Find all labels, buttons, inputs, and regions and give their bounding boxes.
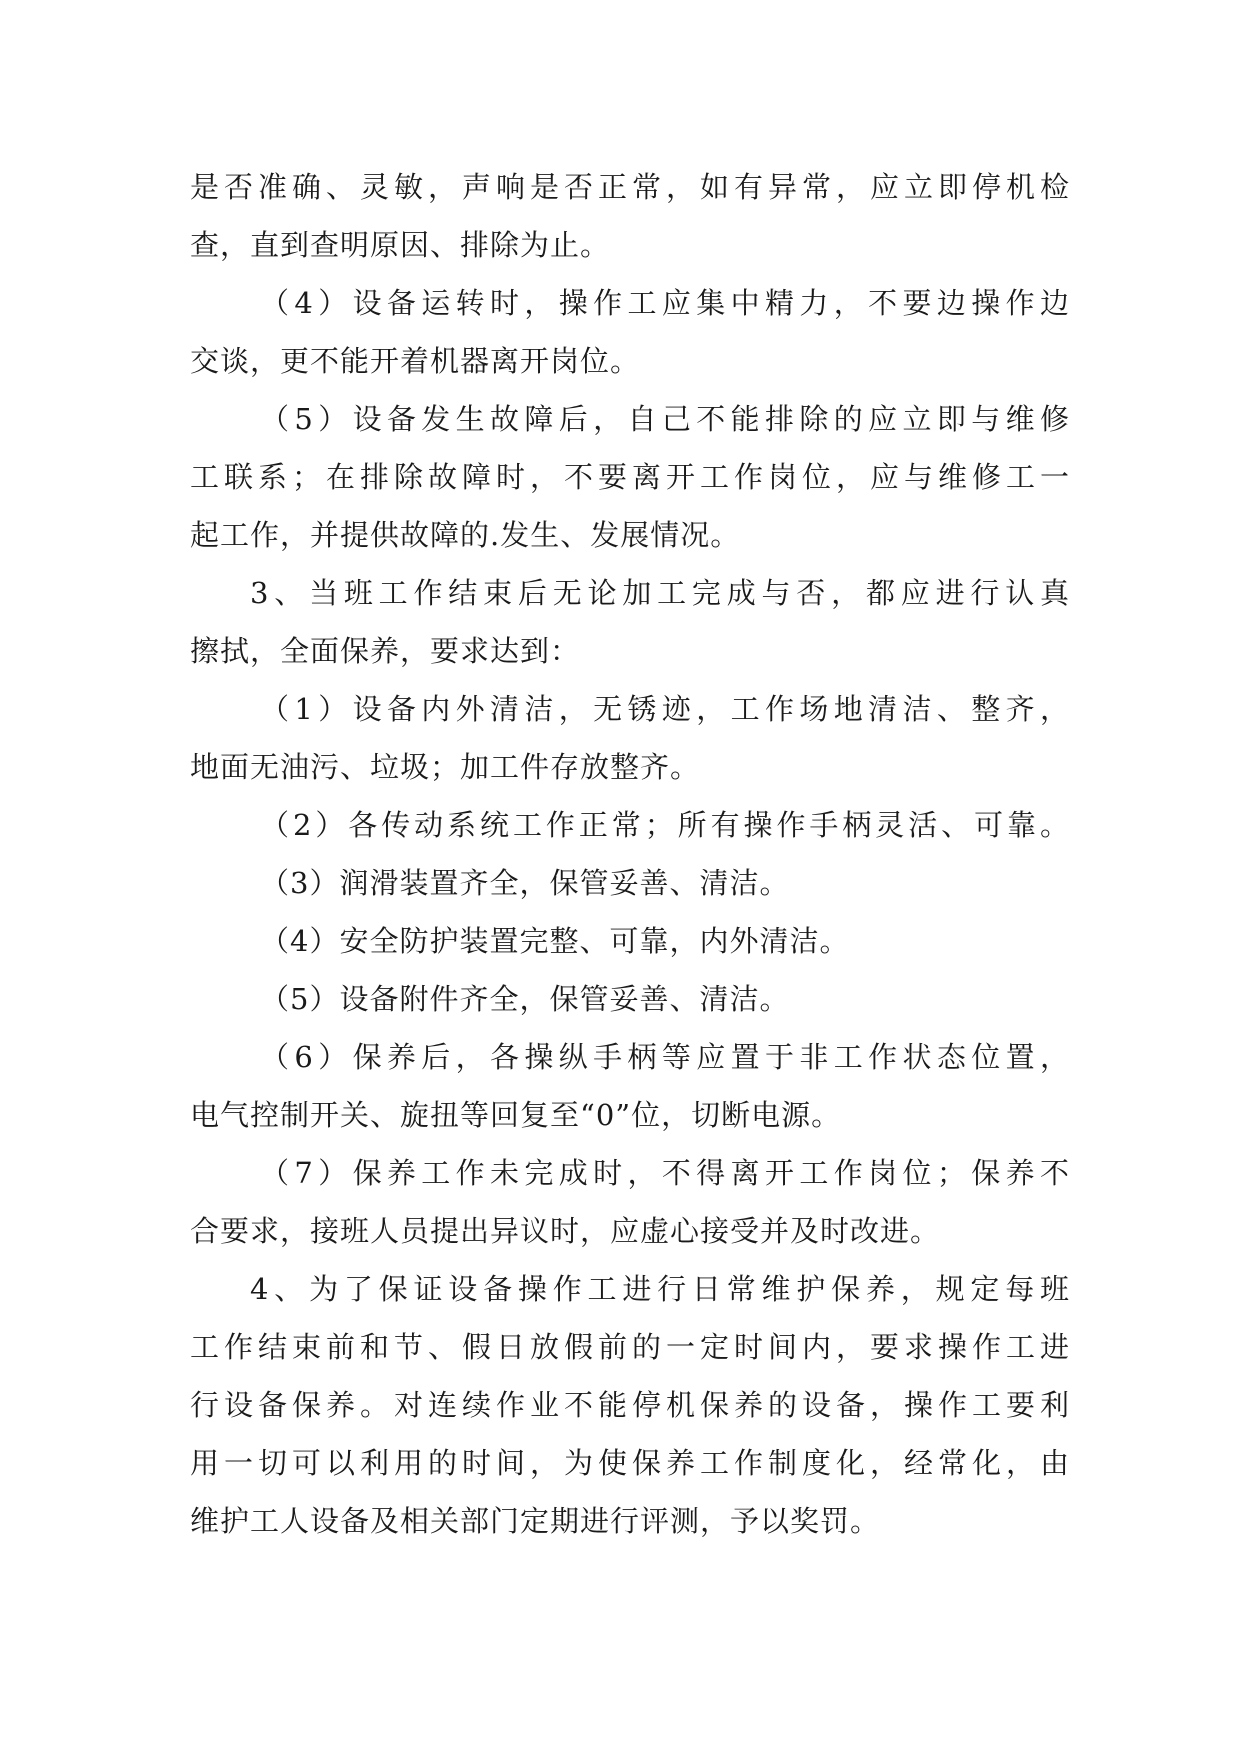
text-line: （5）设备附件齐全，保管妥善、清洁。: [260, 982, 790, 1016]
text-line: 3、当班工作结束后无论加工完成与否，都应进行认真: [250, 576, 1070, 610]
text-line: 地面无油污、垃圾；加工件存放整齐。: [190, 750, 701, 784]
text-line: 合要求，接班人员提出异议时，应虚心接受并及时改进。: [190, 1214, 941, 1248]
text-line: 工作结束前和节、假日放假前的一定时间内，要求操作工进: [190, 1330, 1070, 1364]
text-line: 用一切可以利用的时间，为使保养工作制度化，经常化，由: [190, 1446, 1070, 1480]
text-line: （1）设备内外清洁，无锈迹，工作场地清洁、整齐，: [260, 692, 1070, 726]
text-line: （3）润滑装置齐全，保管妥善、清洁。: [260, 866, 790, 900]
text-line: 擦拭，全面保养，要求达到：: [190, 634, 581, 668]
text-line: 工联系；在排除故障时，不要离开工作岗位，应与维修工一: [190, 460, 1070, 494]
text-line: （4）设备运转时，操作工应集中精力，不要边操作边: [260, 286, 1070, 320]
text-line: 维护工人设备及相关部门定期进行评测，予以奖罚。: [190, 1504, 881, 1538]
text-line: 4、为了保证设备操作工进行日常维护保养，规定每班: [250, 1272, 1070, 1306]
text-line: 起工作，并提供故障的.发生、发展情况。: [190, 518, 741, 552]
text-line: 查，直到查明原因、排除为止。: [190, 228, 611, 262]
document-body: [190, 158, 1070, 1550]
text-line: 电气控制开关、旋扭等回复至“0”位，切断电源。: [190, 1098, 842, 1132]
text-line: （2）各传动系统工作正常；所有操作手柄灵活、可靠。: [260, 808, 1070, 842]
text-line: （5）设备发生故障后，自己不能排除的应立即与维修: [260, 402, 1070, 436]
text-line: （7）保养工作未完成时，不得离开工作岗位；保养不: [260, 1156, 1070, 1190]
text-line: （6）保养后，各操纵手柄等应置于非工作状态位置，: [260, 1040, 1070, 1074]
text-line: 是否准确、灵敏，声响是否正常，如有异常，应立即停机检: [190, 170, 1070, 204]
text-line: 行设备保养。对连续作业不能停机保养的设备，操作工要利: [190, 1388, 1070, 1422]
text-line: （4）安全防护装置完整、可靠，内外清洁。: [260, 924, 850, 958]
text-line: 交谈，更不能开着机器离开岗位。: [190, 344, 641, 378]
